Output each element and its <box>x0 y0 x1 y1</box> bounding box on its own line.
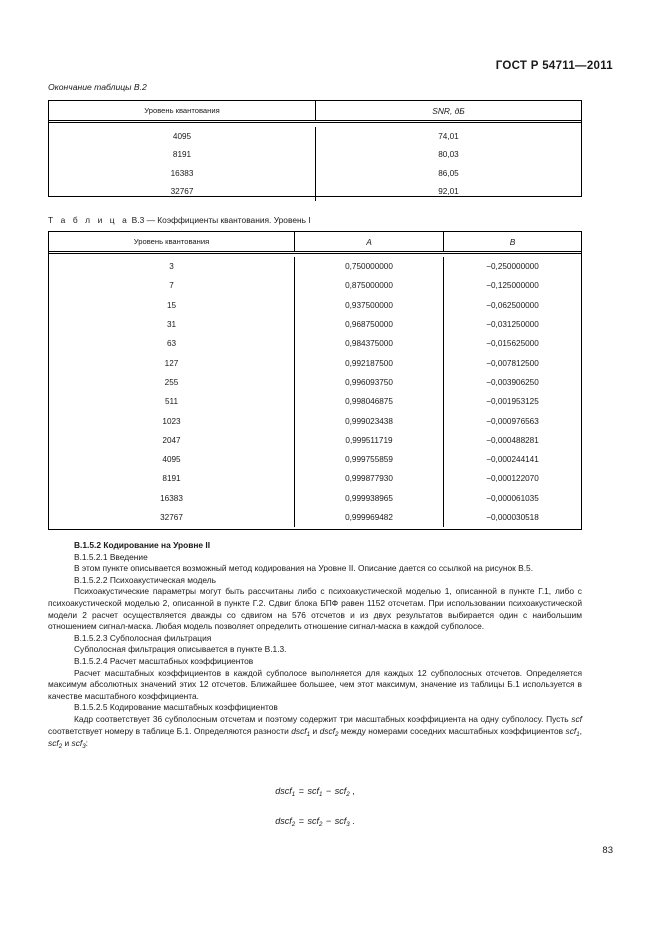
table-quantization-snr <box>48 100 582 197</box>
cell-quantization-level: 127 <box>164 358 179 368</box>
cell-coefficient-b: −0,003906250 <box>443 373 581 392</box>
formula-operator: − <box>323 786 334 796</box>
variable-scf3 <box>71 738 86 751</box>
cell-coefficient-a: 0,968750000 <box>294 315 443 334</box>
table-row <box>49 353 581 372</box>
table-row <box>49 257 581 276</box>
text-run: соответствует номеру в таблице Б.1. Определяются разности <box>48 725 292 736</box>
cell-quantization-level: 32767 <box>160 513 183 522</box>
cell-coefficient-a: 0,996093750 <box>294 373 443 392</box>
cell-quantization-level: 255 <box>164 377 179 387</box>
variable-subscript: 2 <box>346 791 350 798</box>
table-row <box>49 469 581 488</box>
text-run: , <box>579 725 582 736</box>
variable-base: scf <box>307 786 320 796</box>
table-row <box>49 164 581 183</box>
formula-lhs <box>275 816 295 826</box>
heading-b-1-5-2: В.1.5.2 Кодирование на Уровне II <box>74 540 211 550</box>
formula-term-2 <box>335 786 350 796</box>
table-row <box>49 431 581 450</box>
variable-subscript: 3 <box>82 743 86 751</box>
subheading-b-1-5-2-1: В.1.5.2.1 Введение <box>74 551 148 562</box>
cell-quantization-level: 63 <box>166 339 177 349</box>
cell-coefficient-b: −0,000488281 <box>443 431 581 450</box>
text-run: : <box>85 738 88 749</box>
table-row <box>49 146 581 165</box>
cell-coefficient-b: −0,000976563 <box>443 411 581 430</box>
variable-base: scf <box>307 816 320 826</box>
cell-quantization-level: 32767 <box>170 187 194 197</box>
cell-quantization-level: 16383 <box>160 493 183 503</box>
cell-snr: 86,05 <box>315 164 581 183</box>
running-header: ГОСТ Р 54711—2011 <box>495 60 613 72</box>
paragraph-introduction: В этом пункте описывается возможный метод кодирования на Уровне II. Описание дается со ссылкой на рисунок В.5. <box>74 563 534 574</box>
table-row <box>49 411 581 430</box>
column-header-quantization-level: Уровень квантования <box>144 106 220 115</box>
variable-base: dscf <box>319 725 335 736</box>
table-caption-keyword: Т а б л и ц а <box>48 215 130 225</box>
table-row <box>49 392 581 411</box>
subheading-b-1-5-2-5: В.1.5.2.5 Кодирование масштабных коэффициентов <box>74 702 278 713</box>
cell-coefficient-a: 0,999023438 <box>294 411 443 430</box>
variable-base: scf <box>565 725 577 736</box>
table-body <box>49 123 581 201</box>
cell-quantization-level: 3 <box>169 262 174 272</box>
table-row <box>49 508 581 527</box>
table-caption-b3 <box>48 215 311 225</box>
formula-term-1 <box>308 816 323 826</box>
cell-coefficient-a: 0,992187500 <box>294 353 443 372</box>
body-text-section <box>48 540 582 751</box>
formula-equals: = <box>296 786 307 796</box>
table-header-row <box>49 232 581 254</box>
column-header-b: B <box>443 232 581 251</box>
cell-quantization-level: 4095 <box>162 455 181 465</box>
table-row <box>49 489 581 508</box>
variable-subscript: 2 <box>291 821 296 828</box>
cell-coefficient-a: 0,999755859 <box>294 450 443 469</box>
paragraph-scalefactor-coding <box>48 714 582 751</box>
table-caption-v2-continued: Окончание таблицы В.2 <box>48 82 147 92</box>
table-row <box>49 276 581 295</box>
cell-coefficient-a: 0,984375000 <box>294 334 443 353</box>
cell-quantization-level: 8191 <box>162 474 181 484</box>
variable-subscript: 1 <box>576 730 580 738</box>
cell-quantization-level: 511 <box>164 397 179 407</box>
table-row <box>49 296 581 315</box>
variable-subscript: 2 <box>334 730 339 738</box>
variable-scf2 <box>48 738 63 751</box>
variable-subscript: 2 <box>58 743 63 751</box>
variable-dscf1 <box>291 726 310 736</box>
variable-subscript: 1 <box>291 791 296 798</box>
paragraph-psychoacoustic-model: Психоакустические параметры могут быть рассчитаны либо с психоакустической моделью 1, описанной в пункте Г.1, либо с психоакустической моделью 2, описанной в пункте Г.2. Сдвиг блока БПФ равен 1152 отсчетам. При использовании психоакустической модели 2 расчет осуществляется дважды со сдвигом на 576 отсчетов и из двух результатов выбирается один с наибольшим отношением сигнал-маска. Любая модель позволяет определить отношение сигнал-маска в каждой субполосе. <box>48 586 582 632</box>
cell-coefficient-b: −0,007812500 <box>443 353 581 372</box>
paragraph-scalefactor-calculation: Расчет масштабных коэффициентов в каждой субполосе выполняется для каждых 12 субполосных отсчетов. Определяется максимум абсолютных значений этих 12 отсчетов. Ближайшее большее, чем этот максимум, значение из таблицы Б.1 используется в качестве масштабного коэффициента. <box>48 667 582 701</box>
formula-lhs <box>275 786 295 796</box>
cell-quantization-level: 7 <box>169 281 174 291</box>
variable-scf: scf <box>571 713 582 724</box>
cell-coefficient-b: −0,000122070 <box>443 469 581 488</box>
cell-coefficient-a: 0,937500000 <box>294 296 443 315</box>
cell-coefficient-b: −0,250000000 <box>443 257 581 276</box>
cell-quantization-level: 4095 <box>172 131 192 141</box>
cell-quantization-level: 15 <box>166 300 177 310</box>
cell-quantization-level: 2047 <box>162 435 181 445</box>
cell-quantization-level: 31 <box>166 320 177 330</box>
cell-coefficient-a: 0,750000000 <box>294 257 443 276</box>
text-run: между номерами соседних масштабных коэффициентов <box>338 725 566 736</box>
cell-coefficient-a: 0,999938965 <box>294 489 443 508</box>
cell-snr: 92,01 <box>315 183 581 202</box>
text-run: и <box>310 725 320 736</box>
cell-coefficient-b: −0,001953125 <box>443 392 581 411</box>
variable-subscript: 1 <box>319 791 323 798</box>
formula-term-2 <box>335 816 350 826</box>
table-row <box>49 315 581 334</box>
table-row <box>49 127 581 146</box>
subheading-b-1-5-2-3: В.1.5.2.3 Субполосная фильтрация <box>74 632 212 643</box>
text-run: и <box>62 738 72 749</box>
table-row <box>49 373 581 392</box>
formula-punctuation: . <box>349 816 355 826</box>
table-caption-text: В.3 — Коэффициенты квантования. Уровень I <box>129 215 311 225</box>
variable-scf1 <box>566 726 580 736</box>
cell-quantization-level: 16383 <box>170 168 194 178</box>
page-number: 83 <box>602 845 613 856</box>
variable-base: scf <box>334 786 347 796</box>
cell-coefficient-b: −0,125000000 <box>443 276 581 295</box>
table-header-row <box>49 101 581 123</box>
cell-coefficient-b: −0,000244141 <box>443 450 581 469</box>
variable-subscript: 3 <box>346 821 350 828</box>
variable-base: scf <box>71 738 83 749</box>
subheading-b-1-5-2-4: В.1.5.2.4 Расчет масштабных коэффициентов <box>74 655 254 666</box>
column-header-a: A <box>294 232 443 251</box>
variable-subscript: 2 <box>319 821 323 828</box>
variable-base: dscf <box>275 816 292 826</box>
variable-subscript: 1 <box>306 730 311 738</box>
table-quantization-coefficients-level-1 <box>48 231 582 530</box>
column-header-snr: SNR, дБ <box>315 101 581 120</box>
cell-coefficient-a: 0,999969482 <box>294 508 443 527</box>
table-row <box>49 183 581 202</box>
cell-coefficient-b: −0,031250000 <box>443 315 581 334</box>
formula-operator: − <box>323 816 334 826</box>
table-row <box>49 334 581 353</box>
formula-dscf2 <box>48 816 582 826</box>
formula-equals: = <box>296 816 307 826</box>
column-header-quantization-level: Уровень квантования <box>133 237 210 246</box>
paragraph-subband-filtering: Субполосная фильтрация описывается в пункте В.1.3. <box>74 644 287 655</box>
variable-base: dscf <box>291 725 307 736</box>
table-row <box>49 450 581 469</box>
text-run: Кадр соответствует 36 субполосным отсчетам и поэтому содержит три масштабных коэффициента на одну субполосу. Пусть <box>74 713 572 724</box>
variable-dscf2 <box>320 726 339 736</box>
cell-coefficient-a: 0,999511719 <box>294 431 443 450</box>
cell-coefficient-a: 0,999877930 <box>294 469 443 488</box>
cell-coefficient-a: 0,998046875 <box>294 392 443 411</box>
cell-coefficient-b: −0,000030518 <box>443 508 581 527</box>
variable-base: scf <box>48 738 59 749</box>
cell-snr: 74,01 <box>315 127 581 146</box>
cell-coefficient-a: 0,875000000 <box>294 276 443 295</box>
formula-punctuation: , <box>349 786 355 796</box>
table-body <box>49 254 581 527</box>
cell-coefficient-b: −0,015625000 <box>443 334 581 353</box>
cell-quantization-level: 8191 <box>172 150 192 160</box>
formula-dscf1 <box>48 786 582 796</box>
cell-quantization-level: 1023 <box>162 416 181 426</box>
variable-base: scf <box>334 816 347 826</box>
subheading-b-1-5-2-2: В.1.5.2.2 Психоакустическая модель <box>74 574 217 585</box>
cell-snr: 80,03 <box>315 146 581 165</box>
cell-coefficient-b: −0,062500000 <box>443 296 581 315</box>
cell-coefficient-b: −0,000061035 <box>443 489 581 508</box>
variable-base: dscf <box>275 786 292 796</box>
formula-term-1 <box>308 786 323 796</box>
